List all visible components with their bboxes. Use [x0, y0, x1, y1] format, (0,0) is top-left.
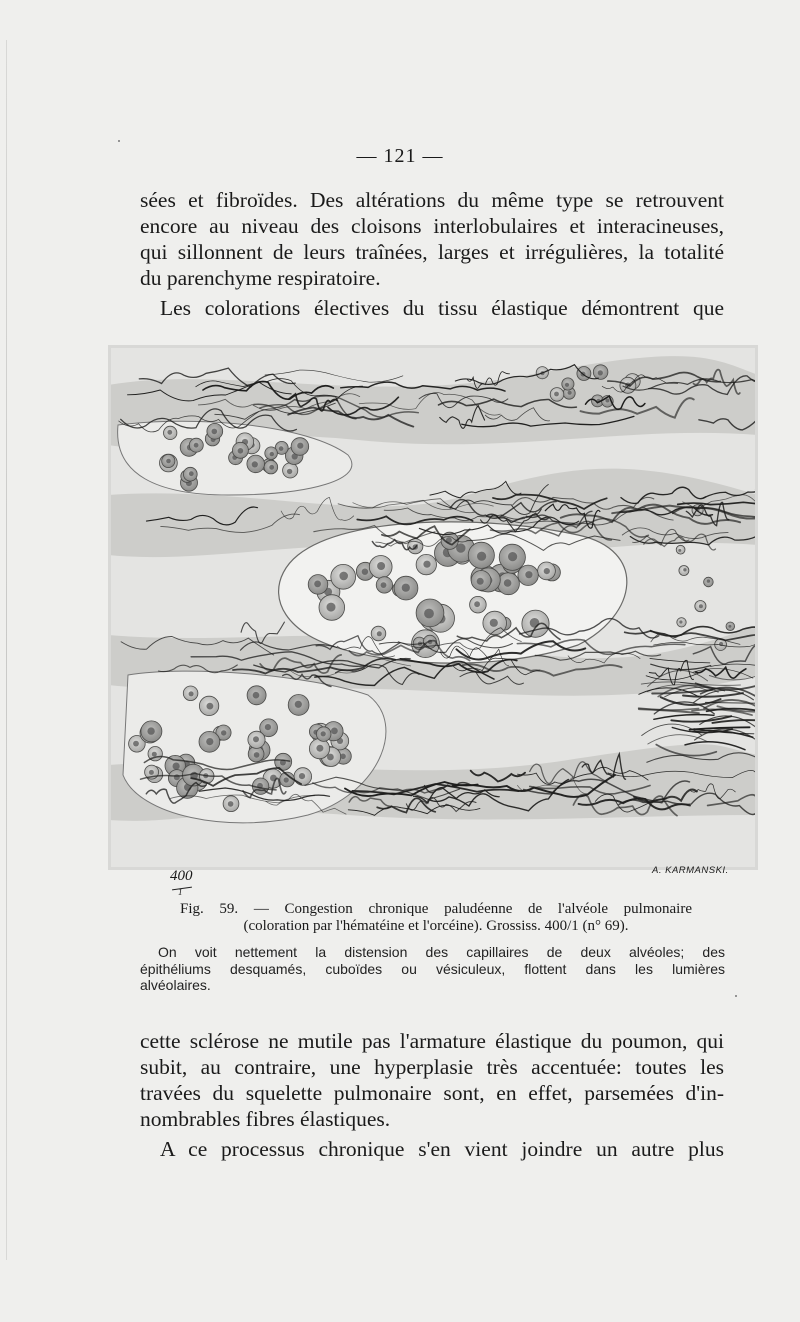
scale-mark-value: 400 [170, 868, 193, 884]
cell-nucleus [339, 572, 348, 581]
cell-nucleus [423, 561, 430, 568]
text-line: du parenchyme respiratoire. [140, 266, 381, 290]
cell-nucleus [133, 741, 139, 747]
cell-nucleus [279, 446, 284, 451]
figure-note [140, 944, 725, 994]
text-line: qui sillonnent de leurs traînées, larges et irrégulières, la totalité [140, 240, 724, 264]
cell-nucleus [212, 429, 218, 435]
cell-nucleus [221, 730, 226, 735]
cell-nucleus [678, 549, 681, 552]
text-line: encore au niveau des cloisons interlobulaires et interacineuses, [140, 214, 724, 238]
cell-nucleus [362, 569, 368, 575]
cell-nucleus [598, 370, 603, 375]
cell-nucleus [149, 770, 154, 775]
cell-nucleus [402, 584, 410, 592]
scale-mark [170, 868, 193, 897]
cell-nucleus [287, 469, 292, 474]
paragraph-fourth [140, 1136, 724, 1162]
cell-nucleus [152, 752, 157, 757]
cell-nucleus [525, 571, 532, 578]
cell-nucleus [269, 465, 274, 470]
histology-drawing [108, 345, 758, 870]
cell-nucleus [554, 392, 559, 397]
cell-nucleus [316, 745, 323, 752]
text-line: sées et fibroïdes. Des altérations du même type se retrouvent [140, 188, 724, 212]
text-line: nombrables fibres élastiques. [140, 1107, 391, 1131]
cell-nucleus [254, 752, 260, 758]
figure-caption [180, 901, 692, 935]
cell-nucleus [174, 774, 180, 780]
cell-nucleus [194, 443, 199, 448]
scale-mark-sub: 1 [178, 887, 183, 897]
cell-nucleus [699, 604, 703, 608]
cell-nucleus [477, 578, 484, 585]
cell-nucleus [252, 461, 258, 467]
cell-nucleus [299, 773, 305, 779]
paper-speck [118, 140, 120, 142]
cell-nucleus [173, 763, 180, 770]
note-line: On voit nettement la distension des capillaires de deux alvéoles; des [158, 944, 725, 960]
cell-nucleus [238, 448, 244, 454]
cell-nucleus [679, 620, 682, 623]
cell-nucleus [381, 582, 387, 588]
paragraph-top [140, 187, 724, 291]
cell-nucleus [297, 443, 303, 449]
artist-signature: A. KARMANSKI. [652, 865, 729, 876]
cell-nucleus [321, 731, 326, 736]
cell-nucleus [504, 579, 512, 587]
cell-nucleus [331, 728, 338, 735]
cell-nucleus [424, 609, 434, 619]
text-line: cette sclérose ne mutile pas l'armature élastique du poumon, qui [140, 1029, 724, 1053]
caption-line: (coloration par l'hématéine et l'orcéine). Grossiss. 400/1 (n° 69). [243, 918, 629, 934]
cell-nucleus [530, 618, 540, 628]
cell-nucleus [253, 692, 260, 699]
text-line: travées du squelette pulmonaire sont, en effet, parsemées d'in- [140, 1081, 724, 1105]
cell-nucleus [728, 625, 731, 628]
cell-nucleus [166, 459, 171, 464]
paper-speck [735, 995, 737, 997]
cell-nucleus [207, 703, 214, 710]
cell-nucleus [490, 619, 498, 627]
paragraph-third [140, 1028, 724, 1132]
cell-nucleus [167, 430, 172, 435]
page-gutter-shadow [6, 40, 7, 1260]
cell-nucleus [605, 399, 609, 403]
paragraph-second [140, 295, 724, 321]
cell-nucleus [544, 568, 550, 574]
cell-nucleus [189, 691, 194, 696]
cell-nucleus [265, 724, 271, 730]
cell-nucleus [189, 471, 194, 476]
cell-nucleus [508, 552, 517, 561]
cell-nucleus [327, 603, 336, 612]
text-line: Les colorations électives du tissu élastique démontrent que [160, 296, 724, 320]
cell-nucleus [377, 631, 382, 636]
cell-nucleus [565, 383, 569, 387]
cell-nucleus [270, 452, 274, 456]
cell-nucleus [477, 552, 486, 561]
cell-nucleus [707, 579, 710, 582]
cell-nucleus [253, 736, 259, 742]
cell-nucleus [568, 391, 572, 395]
cell-nucleus [683, 568, 686, 571]
page-number: — 121 — [356, 145, 444, 167]
cell-nucleus [295, 701, 302, 708]
cell-nucleus [147, 727, 154, 734]
cell-nucleus [206, 738, 213, 745]
note-line: épithéliums desquamés, cuboïdes ou vésiculeux, flottent dans les lumières [140, 960, 725, 977]
cell-nucleus [474, 601, 480, 607]
caption-line: Fig. 59. — Congestion chronique paludéenne de l'alvéole pulmonaire [180, 901, 692, 917]
text-line: A ce processus chronique s'en vient joindre un autre plus [160, 1137, 724, 1161]
histology-illustration [108, 345, 758, 870]
cell-nucleus [314, 581, 321, 588]
note-line: alvéolaires. [140, 977, 211, 993]
cell-nucleus [284, 777, 289, 782]
cell-nucleus [377, 562, 385, 570]
text-line: subit, au contraire, une hyperplasie très accentuée: toutes les [140, 1055, 724, 1079]
cell-nucleus [228, 801, 234, 807]
